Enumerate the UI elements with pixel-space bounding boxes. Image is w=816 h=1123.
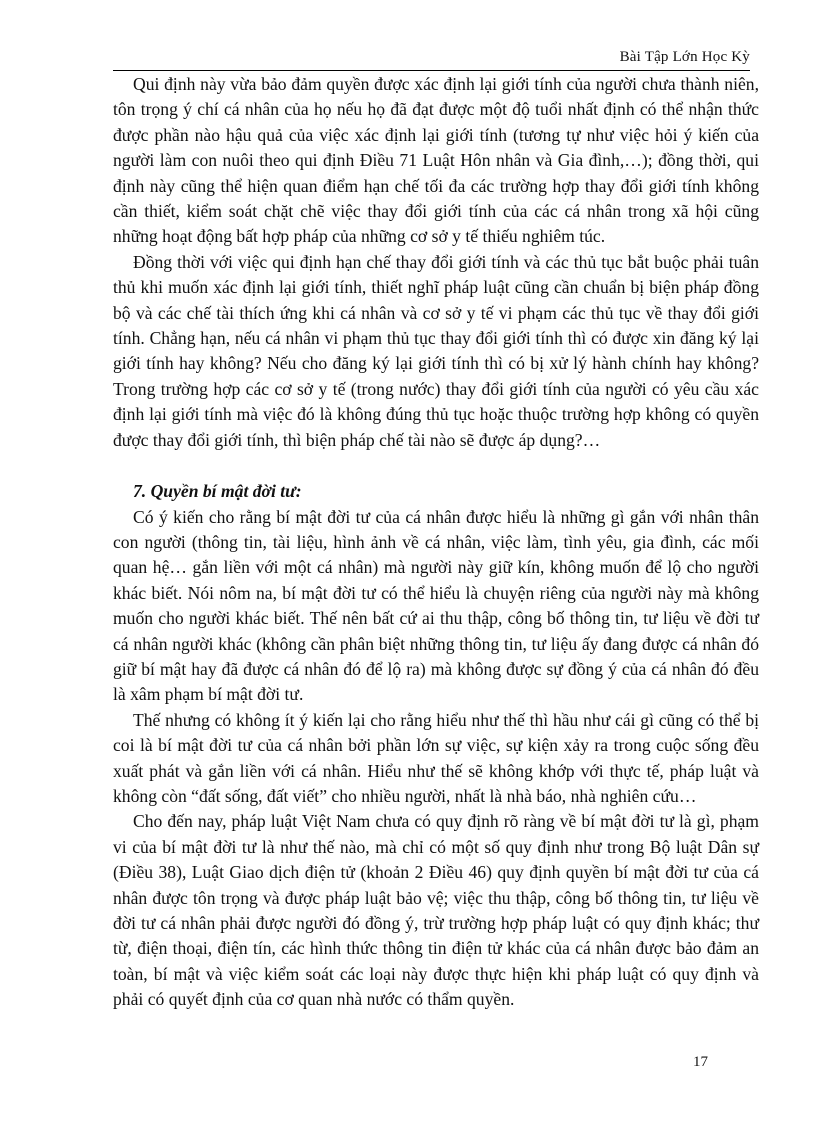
section-heading: 7. Quyền bí mật đời tư: (133, 481, 302, 502)
page-number: 17 (693, 1054, 708, 1070)
paragraph: Cho đến nay, pháp luật Việt Nam chưa có quy định rõ ràng về bí mật đời tư là gì, phạm vi của bí mật đời tư là như thế nào, mà chỉ có một số quy định như trong Bộ luật Dân sự (Điều 38), Luật Giao dịch điện tử (khoản 2 Điều 46) quy định quyền bí mật đời tư của cá nhân được tôn trọng và được pháp luật bảo vệ; việc thu thập, công bố thông tin, tư liệu về đời tư cá nhân phải được người đó đồng ý, trừ trường hợp pháp luật có quy định khác; thư từ, điện thoại, điện tín, các hình thức thông tin điện tử khác của cá nhân được bảo đảm an toàn, bí mật và việc kiểm soát các loại này được thực hiện khi pháp luật có quy định và phải có quyết định của cơ quan nhà nước có thẩm quyền. (113, 811, 759, 1010)
paragraph: Qui định này vừa bảo đảm quyền được xác định lại giới tính của người chưa thành niên, tôn trọng ý chí cá nhân của họ nếu họ đã đạt được một độ tuổi nhất định có thể nhận thức được phần nào hậu quả của việc xác định lại giới tính (tương tự như việc hỏi ý kiến của người làm con nuôi theo qui định Điều 71 Luật Hôn nhân và Gia đình,…); đồng thời, qui định này cũng thể hiện quan điểm hạn chế tối đa các trường hợp thay đổi giới tính không cần thiết, kiểm soát chặt chẽ việc thay đổi giới tính của các cá nhân trong xã hội cũng những hoạt động bất hợp pháp của những cơ sở y tế thiếu nghiêm túc. (113, 74, 759, 247)
header-divider (113, 70, 750, 71)
paragraph: Đồng thời với việc qui định hạn chế thay đổi giới tính và các thủ tục bắt buộc phải tuân thủ khi muốn xác định lại giới tính, thiết nghĩ pháp luật cũng cần chuẩn bị biện pháp đồng bộ và các chế tài thích ứng khi cá nhân và cơ sở y tế vi phạm các thủ tục về thay đổi giới tính. Chẳng hạn, nếu cá nhân vi phạm thủ tục thay đổi giới tính thì có được xin đăng ký lại giới tính hay không? Nếu cho đăng ký lại giới tính thì có bị xử lý hành chính hay không? Trong trường hợp các cơ sở y tế (trong nước) thay đổi giới tính của người có yêu cầu xác định lại giới tính mà việc đó là không đúng thủ tục hoặc thuộc trường hợp không có quyền được thay đổi giới tính, thì biện pháp chế tài nào sẽ được áp dụng?… (113, 251, 759, 450)
document-body (113, 72, 759, 1013)
page-header: Bài Tập Lớn Học Kỳ (619, 49, 750, 65)
paragraph: Thế nhưng có không ít ý kiến lại cho rằng hiểu như thế thì hầu như cái gì cũng có thể bị coi là bí mật đời tư của cá nhân bởi phần lớn sự việc, sự kiện xảy ra trong cuộc sống đều xuất phát và gắn liền với cá nhân. Hiểu như thế sẽ không khớp với thực tế, pháp luật và không còn “đất sống, đất viết” cho nhiều người, nhất là nhà báo, nhà nghiên cứu… (113, 709, 759, 806)
paragraph: Có ý kiến cho rằng bí mật đời tư của cá nhân được hiểu là những gì gắn với nhân thân con người (thông tin, tài liệu, hình ảnh về cá nhân, việc làm, tình yêu, gia đình, các mối quan hệ… gắn liền với một cá nhân) mà người này giữ kín, không muốn để lộ cho người khác biết. Nói nôm na, bí mật đời tư có thể hiểu là chuyện riêng của người này mà không muốn cho người khác biết. Thế nên bất cứ ai thu thập, công bố thông tin, tư liệu về đời tư cá nhân người khác (không cần phân biệt những thông tin, tư liệu ấy đang được cá nhân đó giữ bí mật hay đã được cá nhân đó để lộ ra) mà không được sự đồng ý của cá nhân đó đều là xâm phạm bí mật đời tư. (113, 506, 759, 705)
